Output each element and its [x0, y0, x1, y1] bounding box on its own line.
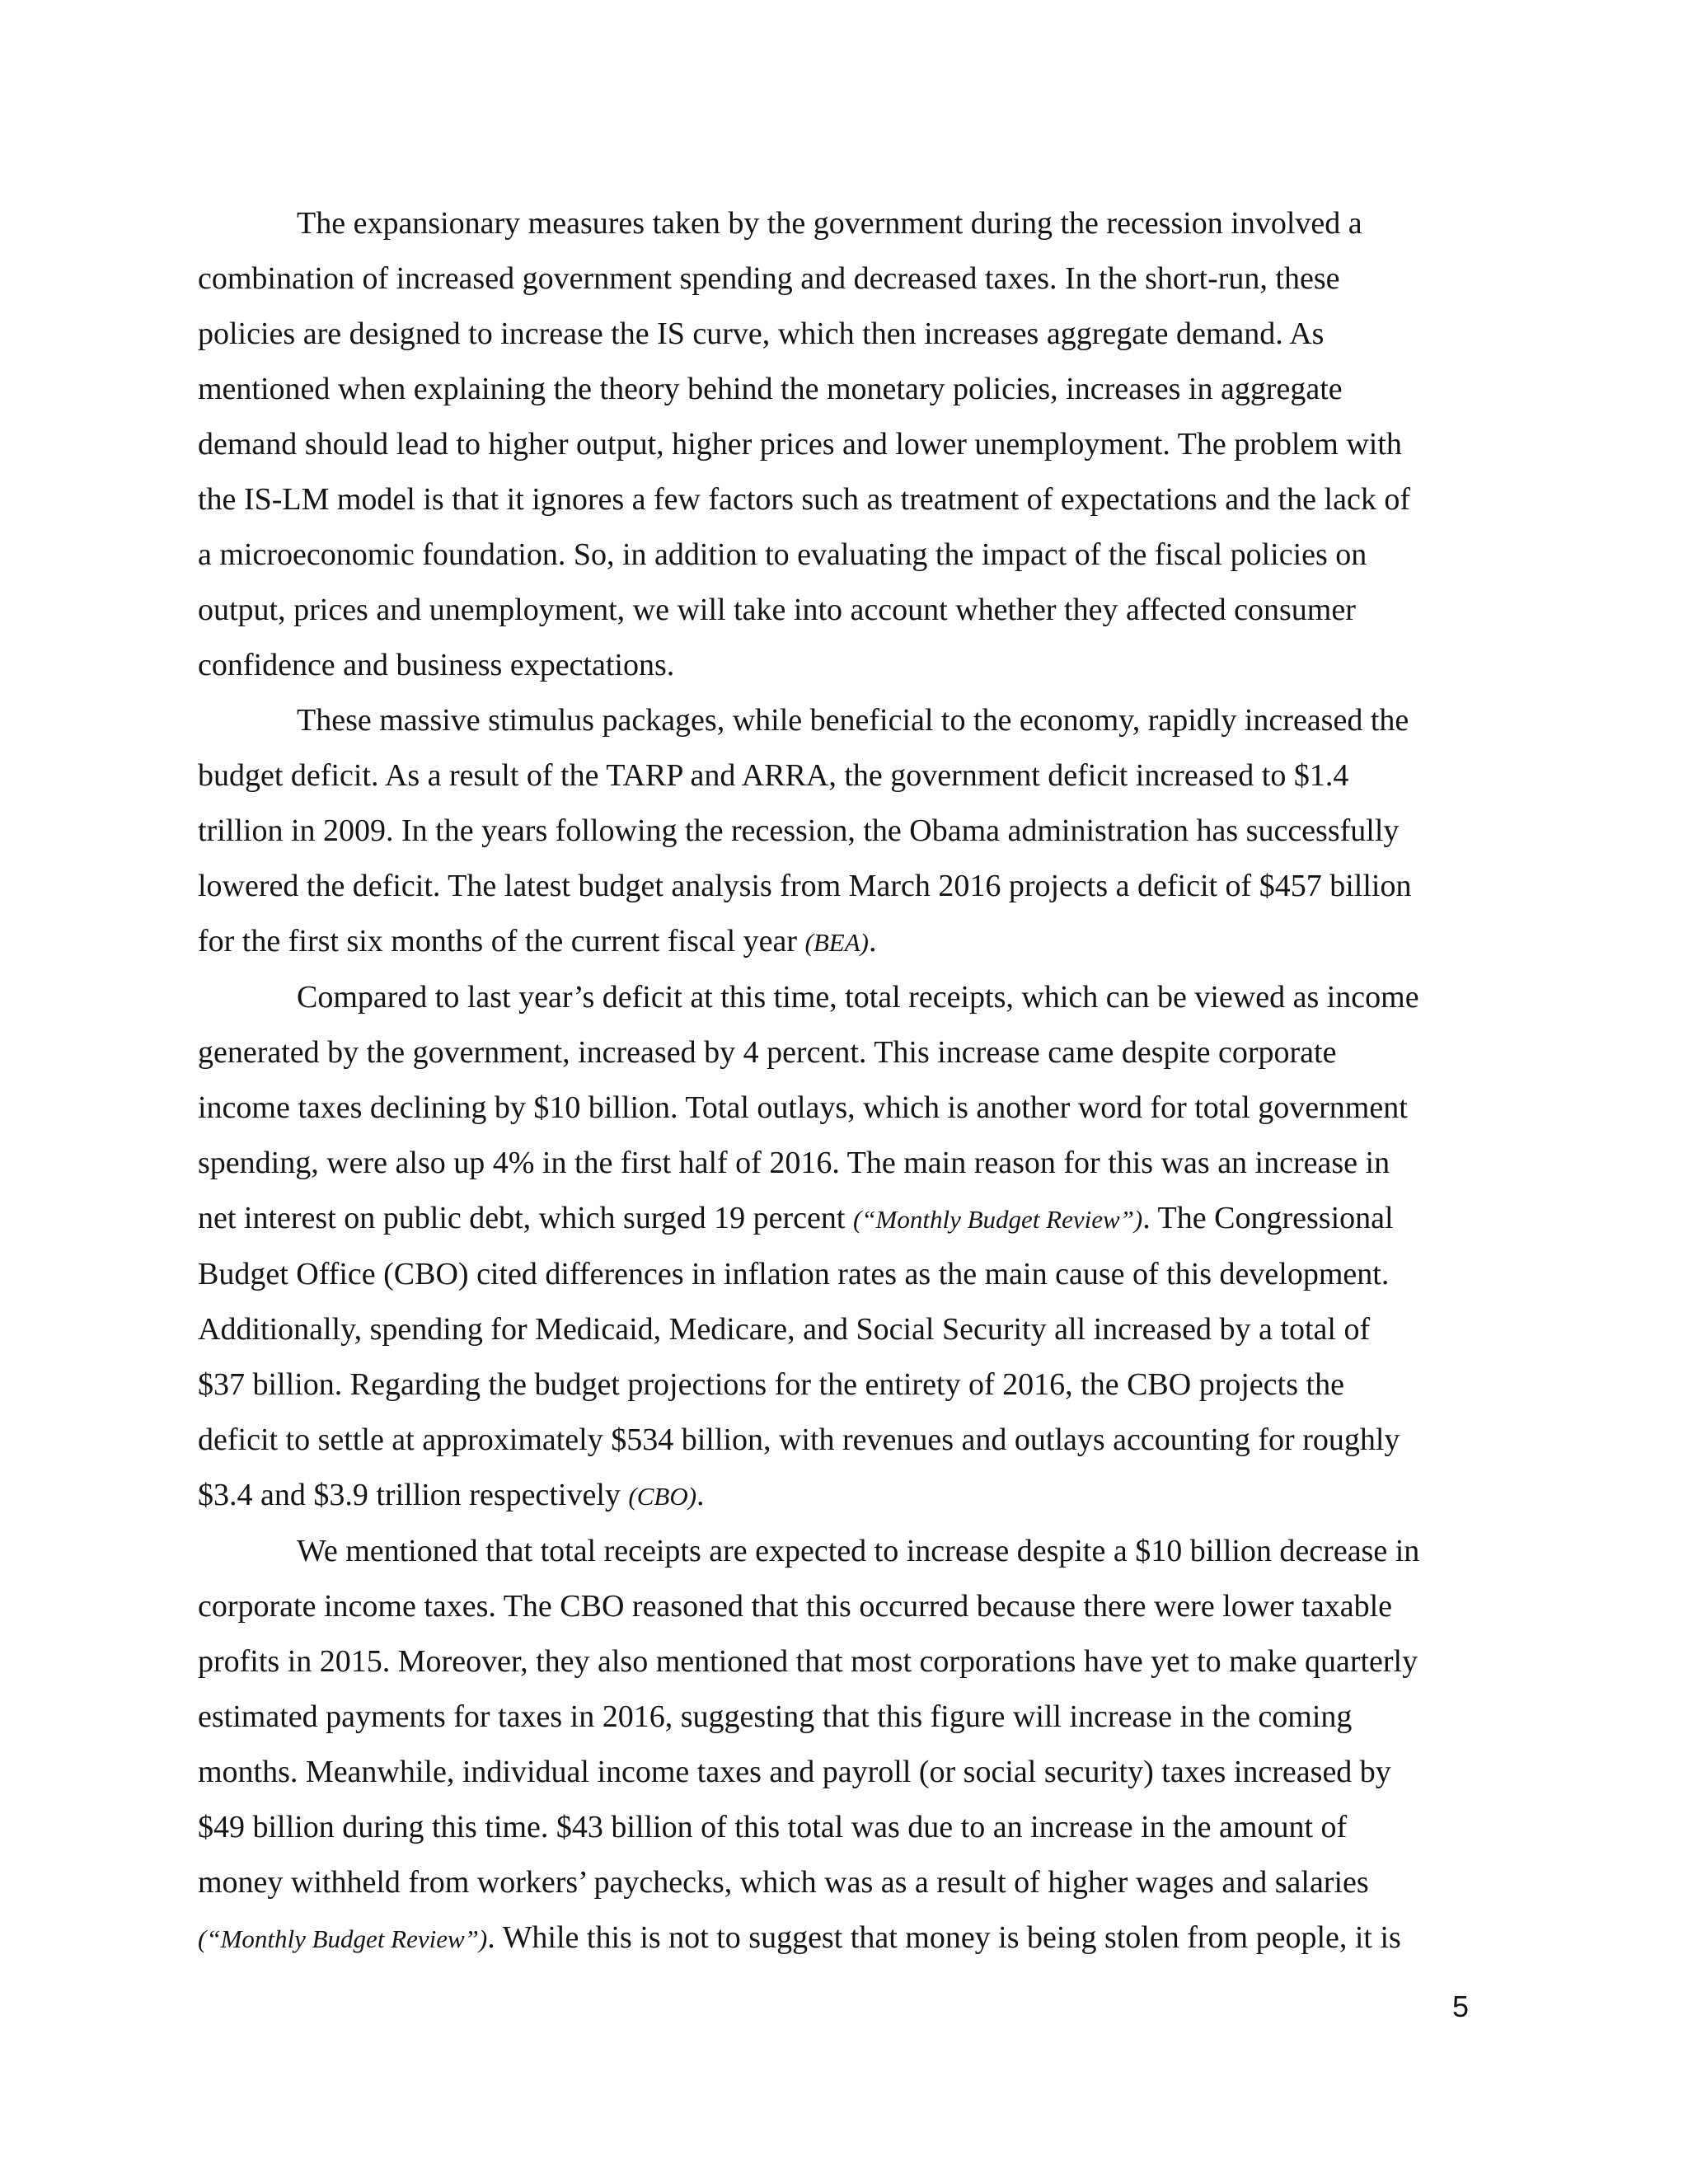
text-run: . While this is not to suggest that money is being stolen from people, it is: [487, 1920, 1401, 1955]
text-line: Budget Office (CBO) cited differences in inflation rates as the main cause of this development.: [198, 1257, 1390, 1291]
text-line: corporate income taxes. The CBO reasoned that this occurred because there were lower taxable: [198, 1589, 1393, 1624]
text-line: These massive stimulus packages, while beneficial to the economy, rapidly increased the: [297, 703, 1409, 738]
page-number: 5: [1451, 1990, 1469, 2023]
text-line: income taxes declining by $10 billion. Total outlays, which is another word for total government: [198, 1090, 1408, 1125]
text-line: $37 billion. Regarding the budget projections for the entirety of 2016, the CBO projects the: [198, 1367, 1344, 1402]
text-line: the IS-LM model is that it ignores a few factors such as treatment of expectations and the lack of: [198, 482, 1410, 517]
text-line: demand should lead to higher output, higher prices and lower unemployment. The problem with: [198, 427, 1402, 462]
text-run: .: [869, 924, 877, 958]
text-run: . The Congressional: [1142, 1201, 1394, 1235]
text-line: months. Meanwhile, individual income taxes and payroll (or social security) taxes increased by: [198, 1755, 1391, 1789]
text-line: [198, 914, 1467, 970]
text-line: $49 billion during this time. $43 billion of this total was due to an increase in the amount of: [198, 1810, 1348, 1844]
text-run: for the first six months of the current fiscal year: [198, 924, 805, 958]
text-line: estimated payments for taxes in 2016, suggesting that this figure will increase in the coming: [198, 1699, 1353, 1734]
text-line: policies are designed to increase the IS curve, which then increases aggregate demand. As: [198, 316, 1325, 351]
text-line: Compared to last year’s deficit at this time, total receipts, which can be viewed as income: [297, 980, 1419, 1015]
text-line: profits in 2015. Moreover, they also mentioned that most corporations have yet to make quarterly: [198, 1644, 1418, 1679]
text-line: Additionally, spending for Medicaid, Medicare, and Social Security all increased by a total of: [198, 1312, 1371, 1347]
text-run: $3.4 and $3.9 trillion respectively: [198, 1478, 629, 1512]
text-line: [198, 1468, 1467, 1524]
text-line: combination of increased government spending and decreased taxes. In the short-run, these: [198, 261, 1340, 296]
text-line: output, prices and unemployment, we will take into account whether they affected consumer: [198, 593, 1356, 627]
text-run: .: [696, 1478, 705, 1512]
text-line: [198, 1910, 1467, 1966]
body-text: [198, 196, 1467, 1966]
citation: (BEA): [804, 928, 870, 957]
text-line: [198, 1191, 1467, 1247]
text-line: a microeconomic foundation. So, in addition to evaluating the impact of the fiscal policies on: [198, 537, 1367, 572]
text-line: trillion in 2009. In the years following the recession, the Obama administration has successfully: [198, 813, 1400, 848]
text-line: lowered the deficit. The latest budget analysis from March 2016 projects a deficit of $457 billion: [198, 869, 1412, 903]
text-line: budget deficit. As a result of the TARP and ARRA, the government deficit increased to $1.4: [198, 758, 1349, 793]
text-line: deficit to settle at approximately $534 billion, with revenues and outlays accounting for roughly: [198, 1422, 1400, 1457]
text-run: net interest on public debt, which surged 19 percent: [198, 1201, 853, 1235]
citation: (“Monthly Budget Review”): [198, 1924, 488, 1953]
text-line: confidence and business expectations.: [198, 648, 675, 682]
text-line: mentioned when explaining the theory behind the monetary policies, increases in aggregate: [198, 372, 1343, 406]
text-line: The expansionary measures taken by the government during the recession involved a: [297, 206, 1362, 241]
text-line: spending, were also up 4% in the first half of 2016. The main reason for this was an increase in: [198, 1146, 1390, 1180]
citation: (“Monthly Budget Review”): [852, 1205, 1143, 1234]
text-line: money withheld from workers’ paychecks, which was as a result of higher wages and salaries: [198, 1865, 1369, 1900]
text-line: generated by the government, increased by 4 percent. This increase came despite corporate: [198, 1035, 1337, 1070]
citation: (CBO): [628, 1482, 697, 1511]
text-line: We mentioned that total receipts are expected to increase despite a $10 billion decrease in: [297, 1534, 1420, 1568]
